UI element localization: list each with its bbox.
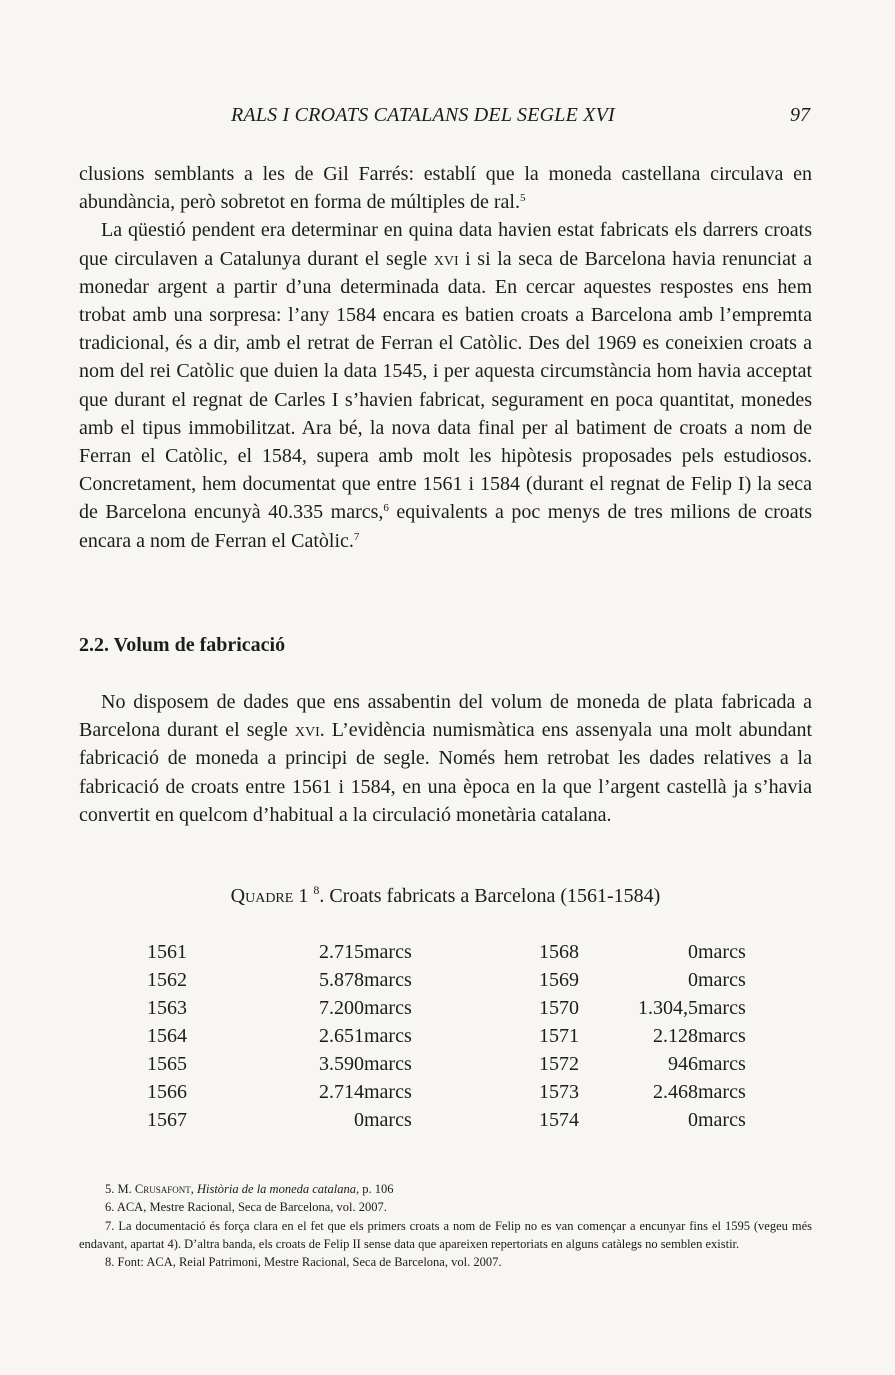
amount-cell: 1.304,5 [638,996,698,1019]
paragraph-2-text-b: i si la seca de Barcelona havia renunciat a monedar argent a partir d’una determinada data. En cercar aquestes respostes ens hem trobat amb una sorpresa: l’any 1584 encara es batien croats a Barcelona amb l’empremta tradicional, és a dir, amb el retrat de Ferran el Catòlic. Des del 1969 es coneixien croats a nom del rei Catòlic que duien la data 1545, i per aquesta circumstància hom havia acceptat que durant el regnat de Carles I s’havien fabricat, segurament en poca quantitat, monedes amb el tipus immobilitzat. Ara bé, la nova data final per al batiment de croats a nom de Ferran el Catòlic, el 1584, supera amb molt les hipòtesis proposades pels estudiosos. Concretament, hem documentat que entre 1561 i 1584 (durant el regnat de Felip I) la seca de Barcelona encunyà 40.335 marcs, [79,247,812,524]
amount-cell: 2.715 [319,940,364,963]
paragraph-2-text-a: La qüestió pendent era determinar en quina data havien estat fabricats els darrers croats que circulaven a Catalunya durant el segle [79,219,812,270]
footnote-text: ACA, Mestre Racional, Seca de Barcelona, vol. 2007. [116,1200,387,1215]
amount-cell: 5.878 [319,968,364,991]
year-cell: 1568 [539,940,579,963]
amount-cell: 0 [688,968,698,991]
footnote-ref-8: 8 [313,883,320,897]
amount-cell: 2.714 [319,1080,364,1103]
paragraph-3-text-b: . L’evidència numismàtica ens assenyala una molt abundant fabricació de moneda a principi de segle. Només hem retrobat les dades relatives a la fabricació de croats entre 1561 i 1584, en una època en la que l’argent castellà ja s’havia convertit en quelcom d’habitual a la circulació monetària catalana. [79,719,813,826]
footnote-7 [79,1217,812,1254]
body-text-upper [79,160,812,555]
year-cell: 1565 [147,1052,187,1075]
running-title: RALS I CROATS CATALANS DEL SEGLE XVI [231,104,615,126]
paragraph-3 [79,688,812,829]
year-cell: 1571 [539,1024,579,1047]
footnote-number: 8. [105,1255,115,1270]
footnote-5: 5. M. Crusafont, Història de la moneda catalana, p. 106 [105,1182,394,1196]
unit-cell: marcs [364,940,412,963]
table-row [147,1050,768,1078]
year-cell: 1561 [147,940,187,963]
amount-cell: 2.651 [319,1024,364,1047]
running-header [79,104,812,132]
footnote-number: 7. [105,1218,115,1233]
year-cell: 1562 [147,968,187,991]
footnote-6 [79,1198,812,1216]
paragraph-1-text: clusions semblants a les de Gil Farrés: establí que la moneda castellana circulava en abundància, però sobretot en forma de múltiples de ral. [79,163,812,214]
year-cell: 1566 [147,1080,187,1103]
footnotes [79,1180,812,1271]
table-caption [79,885,812,908]
amount-cell: 946 [668,1052,698,1075]
paragraph-2 [79,216,812,554]
unit-cell: marcs [698,996,746,1019]
unit-cell: marcs [364,1052,412,1075]
year-cell: 1574 [539,1108,579,1131]
unit-cell: marcs [698,1024,746,1047]
unit-cell: marcs [698,940,746,963]
footnote-number: 6. [105,1200,115,1215]
unit-cell: marcs [698,1052,746,1075]
footnote-ref-6: 6 [383,502,389,515]
footnote-book-title: Història de la moneda catalana [196,1182,356,1196]
footnote-author: M. Crusafont [117,1182,191,1196]
amount-cell: 0 [688,1108,698,1131]
unit-cell: marcs [364,1108,412,1131]
unit-cell: marcs [698,968,746,991]
table-caption-label: Quadre 1 [230,885,309,907]
table-row [147,994,768,1022]
amount-cell: 7.200 [319,996,364,1019]
page-number: 97 [790,104,810,126]
footnote-ref-7: 7 [353,530,360,543]
table-row [147,966,768,994]
amount-cell: 2.468 [653,1080,698,1103]
unit-cell: marcs [364,968,412,991]
year-cell: 1569 [539,968,579,991]
footnote-text: Font: ACA, Reial Patrimoni, Mestre Racional, Seca de Barcelona, vol. 2007. [117,1255,502,1270]
paragraph-3-text-a: No disposem de dades que ens assabentin del volum de moneda de plata fabricada a Barcelona durant el segle [79,691,812,742]
table-row [147,1078,768,1106]
paragraph-2-text-c: equivalents a poc menys de tres milions de croats encara a nom de Ferran el Catòlic. [79,501,813,552]
table-row [147,1106,768,1134]
amount-cell: 0 [354,1108,364,1131]
footnote-8 [79,1253,812,1271]
amount-cell: 2.128 [653,1024,698,1047]
body-text-lower [79,688,812,829]
section-heading: 2.2. Volum de fabricació [79,634,286,656]
year-cell: 1572 [539,1052,579,1075]
year-cell: 1563 [147,996,187,1019]
century-small-caps-2: xvi [294,719,320,742]
unit-cell: marcs [364,996,412,1019]
footnote-text: La documentació és força clara en el fet que els primers croats a nom de Felip no es van començar a encunyar fins el 1595 (vegeu més endavant, apartat 4). D’altra banda, els croats de Felip II sense data que apareixen repertoriats en alguns catàlegs no semblen existir. [79,1218,813,1251]
footnote-number: 5. [105,1182,115,1196]
paragraph-continuation [79,160,812,216]
unit-cell: marcs [698,1080,746,1103]
century-small-caps: xvi [433,247,459,270]
coin-production-table [147,938,768,1134]
footnote-ref-5: 5 [519,192,526,205]
unit-cell: marcs [698,1108,746,1131]
year-cell: 1567 [147,1108,187,1131]
footnote-page-ref: , p. 106 [355,1182,394,1196]
unit-cell: marcs [364,1080,412,1103]
amount-cell: 3.590 [319,1052,364,1075]
unit-cell: marcs [364,1024,412,1047]
year-cell: 1570 [539,996,579,1019]
year-cell: 1573 [539,1080,579,1103]
year-cell: 1564 [147,1024,187,1047]
table-row [147,1022,768,1050]
amount-cell: 0 [688,940,698,963]
table-caption-text: . Croats fabricats a Barcelona (1561-1584) [319,885,661,907]
table-row [147,938,768,966]
